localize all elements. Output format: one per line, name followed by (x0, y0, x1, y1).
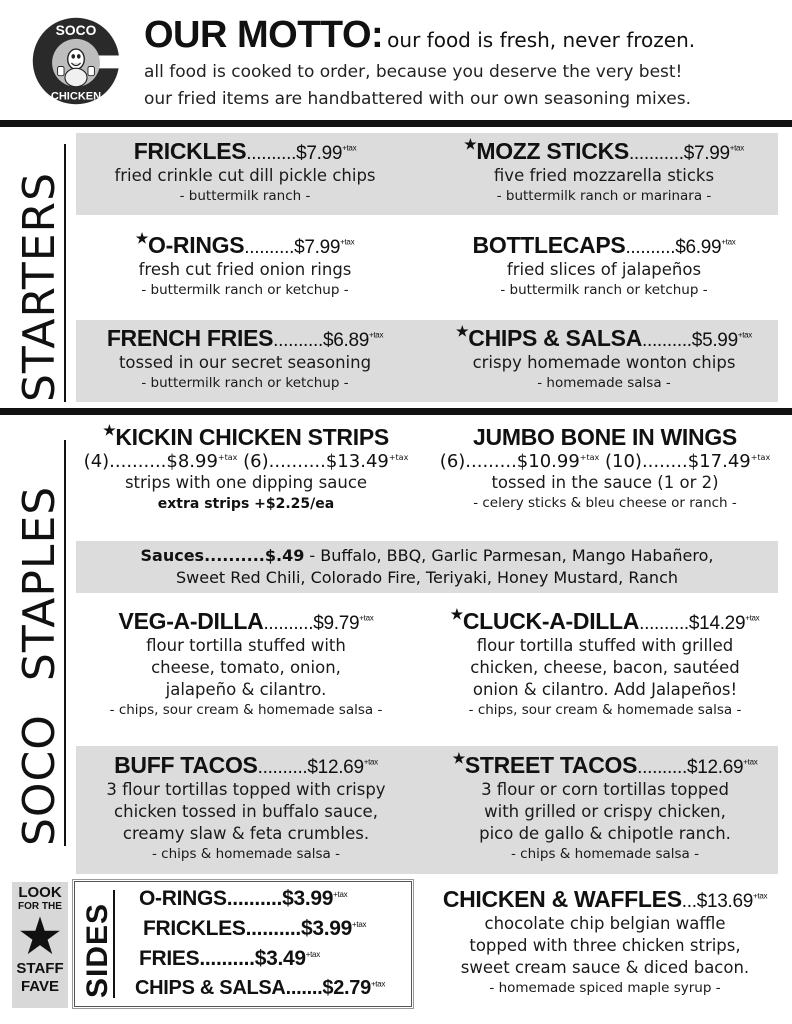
side-item-o-rings: $O-RINGS..........\$3.99^{+tax}$ (139, 887, 348, 910)
divider-top (0, 120, 792, 127)
section-label-sides: SIDES (83, 890, 115, 998)
section-label-starters: STARTERS (16, 144, 66, 402)
divider-middle (0, 408, 792, 415)
staff-fave-star-icon: ★ (452, 750, 465, 766)
motto-text: our food is fresh, never frozen. (387, 28, 696, 52)
soco-chicken-logo (30, 15, 122, 107)
svg-text:CHICKEN: CHICKEN (50, 90, 102, 103)
menu-item-bottlecaps: $BOTTLECAPS..........\$6.99^{+tax}$ fried slices of jalapeños - buttermilk ranch or ketchup - (472, 232, 736, 298)
header (0, 0, 792, 118)
sauces-list: Sauces..........$.49 - Buffalo, BBQ, Garlic Parmesan, Mango Habañero, Sweet Red Chili, Colorado Fire, Teriyaki, Honey Mustard, Ranch (76, 541, 778, 593)
section-label-soco-staples: SOCO STAPLES (16, 440, 66, 846)
menu-item-chicken-waffles: CHICKEN & $WAFFLES...\$13.69^{+tax}$ chocolate chip belgian waffle topped with three chicken strips, sweet cream sauce & diced bacon. - homemade spiced maple syrup - (442, 886, 768, 996)
menu-item-street-tacos: ★STREET $TACOS..........\$12.69^{+tax}$ 3 flour or corn tortillas topped with grilled or crispy chicken, pico de gallo & chipotle ranch. - chips & homemade salsa - (452, 750, 758, 862)
menu-item-kickin-chicken-strips: ★KICKIN CHICKEN STRIPS $(4)..........\$8.99^{+tax}$ $(6)..........\$13.49^{+tax}$ strips with one dipping sauce extra strips +$2.25/ea (83, 422, 409, 512)
menu-item-chips-salsa: ★CHIPS & $SALSA..........\$5.99^{+tax}$ crispy homemade wonton chips - homemade salsa - (456, 323, 752, 391)
motto-line-2: all food is cooked to order, because you deserve the very best! (144, 62, 683, 82)
menu-item-buff-tacos: BUFF $TACOS..........\$12.69^{+tax}$ 3 flour tortillas topped with crispy chicken tossed in buffalo sauce, creamy slaw & feta crumbles. - chips & homemade salsa - (106, 752, 386, 862)
svg-text:SOCO: SOCO (55, 23, 97, 39)
staff-fave-star-icon: ★ (456, 323, 469, 339)
menu-item-jumbo-bone-in-wings: JUMBO BONE IN WINGS $(6).........\$10.99^{+tax}$ $(10)........\$17.49^{+tax}$ tossed in the sauce (1 or 2) - celery sticks & bleu cheese or ranch - (439, 424, 771, 511)
star-icon: ★ (19, 910, 61, 962)
menu-item-cluck-a-dilla: $^★CLUCK-A-DILLA..........\$14.29^{+tax}$ flour tortilla stuffed with grilled chicken, cheese, bacon, sautéed onion & cilantro. Add Jalapeños! - chips, sour cream & homemade salsa - (450, 606, 760, 718)
staff-fave-star-icon: ★ (135, 230, 148, 246)
menu-item-frickles: $FRICKLES..........\$7.99^{+tax}$ fried crinkle cut dill pickle chips - buttermilk ranch - (114, 138, 376, 204)
side-item-frickles: $FRICKLES..........\$3.99^{+tax}$ (143, 917, 367, 940)
staff-fave-star-icon: ★ (464, 136, 477, 152)
staff-fave-star-icon: ★ (450, 606, 463, 622)
motto-label: OUR MOTTO: (144, 14, 384, 56)
menu-item-french-fries: FRENCH $FRIES..........\$6.89^{+tax}$ tossed in our secret seasoning - buttermilk ranch or ketchup - (106, 325, 384, 391)
motto-heading (144, 14, 695, 57)
sauces-label: Sauces..........$.49 (140, 546, 305, 565)
menu-item-veg-a-dilla: VEG-$A-DILLA..........\$9.79^{+tax}$ flour tortilla stuffed with cheese, tomato, onion, jalapeño & cilantro. - chips, sour cream & homemade salsa - (109, 608, 383, 718)
staff-fave-legend: LOOK FOR THE ★ STAFF FAVE (12, 882, 68, 1008)
menu-item-o-rings: $^★O-RINGS..........\$7.99^{+tax}$ fresh cut fried onion rings - buttermilk ranch or ketchup - (135, 230, 355, 298)
staff-fave-star-icon: ★ (103, 422, 116, 438)
side-item-fries: $FRIES..........\$3.49^{+tax}$ (139, 947, 320, 970)
menu-item-mozz-sticks: ★MOZZ $STICKS...........\$7.99^{+tax}$ five fried mozzarella sticks - buttermilk ranch or marinara - (464, 136, 744, 204)
side-item-chips-salsa: CHIPS & $SALSA.......\$2.79^{+tax}$ (135, 977, 386, 999)
sides-box (74, 881, 412, 1007)
motto-line-3: our fried items are handbattered with our own seasoning mixes. (144, 89, 692, 109)
